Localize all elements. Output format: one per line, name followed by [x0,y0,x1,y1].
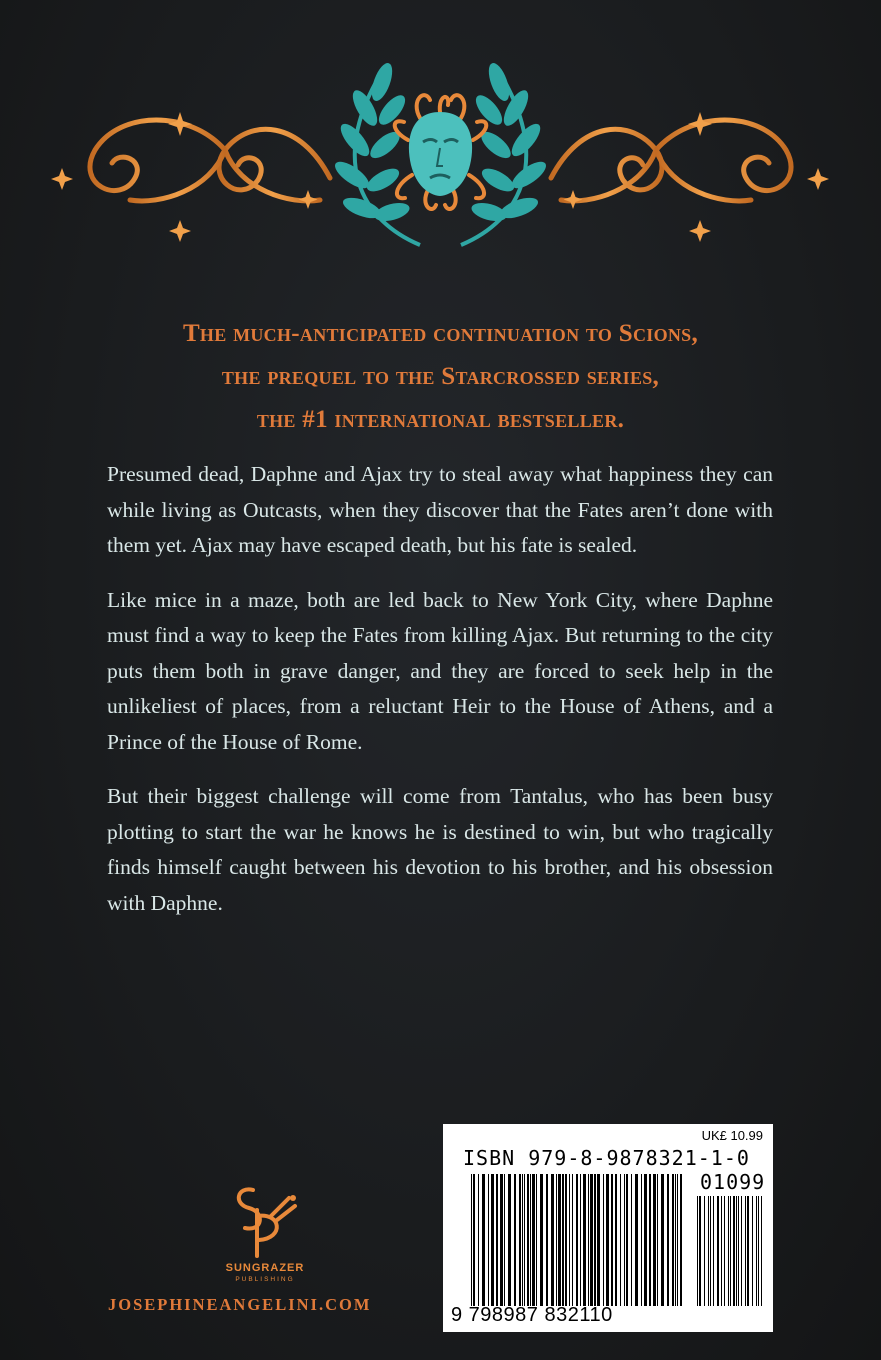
ean-digits: 9 798987 832110 [451,1304,613,1326]
tagline [60,312,821,441]
right-scroll-icon [551,120,791,201]
sungrazer-publishing-logo-icon [215,1176,315,1286]
laurel-right-icon [461,60,550,245]
medusa-mask-icon [395,95,487,209]
book-blurb [107,457,773,940]
isbn-text: ISBN 979-8-9878321-1-0 [463,1146,750,1170]
blurb-paragraph-3: But their biggest challenge will come from Tantalus, who has been busy plotting to start the war he knows he is destined to win, but who tragically finds himself caught between his devotion to his brother, and his obsession with Daphne. [107,784,773,915]
price-code-text: 01099 [700,1170,766,1194]
tagline-line-3: the #1 international bestseller. [256,406,625,433]
price-label: UK£ 10.99 [701,1128,763,1143]
left-scroll-icon [90,120,330,201]
tagline-line-2: the prequel to the Starcrossed series, [221,363,660,390]
publisher-subtitle: PUBLISHING [235,1276,295,1283]
tagline-line-1: The much-anticipated continuation to Scions, [182,320,699,347]
author-website: JOSEPHINEANGELINI.COM [108,1295,372,1314]
blurb-paragraph-1: Presumed dead, Daphne and Ajax try to steal away what happiness they can while living as Outcasts, when they discover that the Fates aren’t done with them yet. Ajax may have escaped death, but his fate is sealed. [107,462,773,557]
medusa-laurel-ornament [0,0,881,290]
laurel-left-icon [331,60,420,245]
isbn-barcode [443,1124,773,1332]
publisher-name: SUNGRAZER [225,1262,305,1274]
blurb-paragraph-2: Like mice in a maze, both are led back to New York City, where Daphne must find a way to keep the Fates from killing Ajax. But returning to the city puts them both in grave danger, and they are forced to seek help in the unlikeliest of places, from a reluctant Heir to the House of Athens, and a Prince of the House of Rome. [107,587,773,754]
